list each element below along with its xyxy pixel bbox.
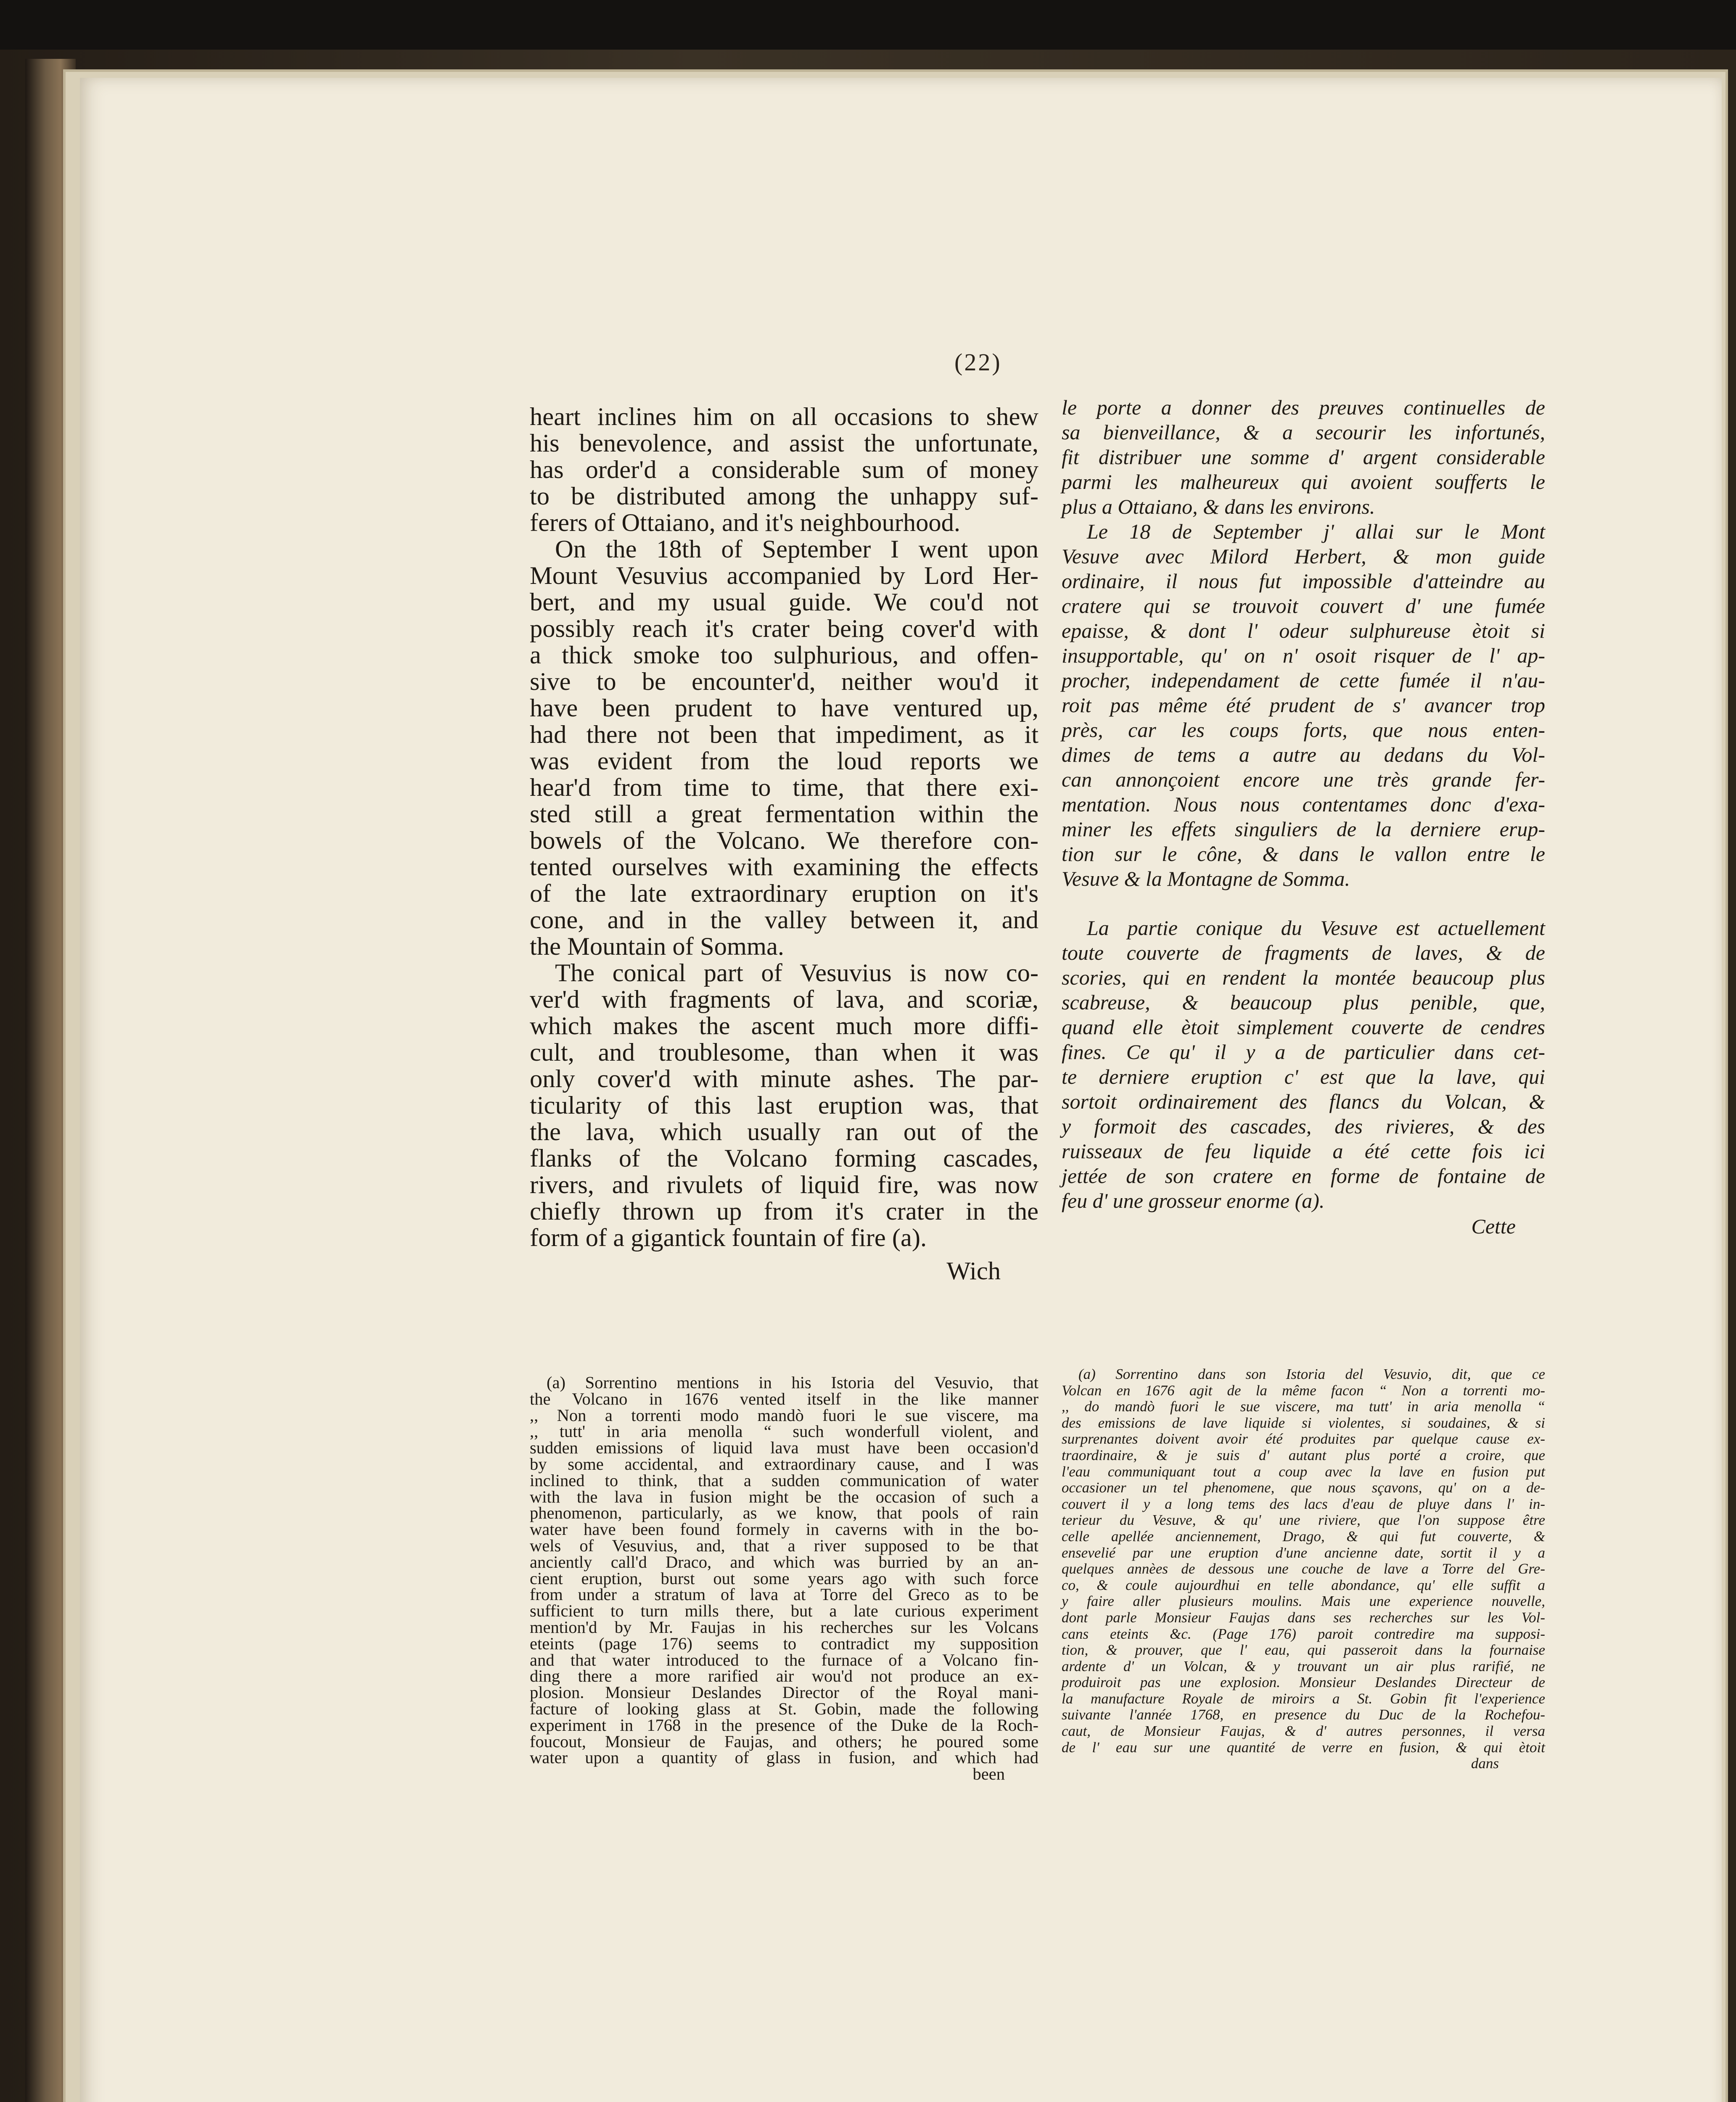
french-text-line: te derniere eruption c' est que la lave, qui [1062, 1065, 1545, 1088]
french-footnote-line: ensevelié par une eruption d'une ancienne date, sortit il y a [1062, 1544, 1545, 1561]
french-text-line: le porte a donner des preuves continuelles de [1062, 396, 1545, 419]
french-footnote-line: traordinaire, & je suis d' autant plus porté a croire, que [1062, 1447, 1545, 1463]
english-text-line: cone, and in the valley between it, and [530, 906, 1038, 934]
english-text-line: form of a gigantick fountain of fire (a). [530, 1224, 927, 1252]
french-footnote-line: de l' eau sur une quantité de verre en fusion, & qui ètoit [1062, 1739, 1545, 1756]
english-footnote-line: eteints (page 176) seems to contradict my supposition [530, 1634, 1038, 1653]
french-text-line: y formoit des cascades, des rivieres, & des [1062, 1114, 1545, 1138]
french-text-line: plus a Ottaiano, & dans les environs. [1062, 495, 1375, 518]
french-text-line: quand elle ètoit simplement couverte de cendres [1062, 1015, 1545, 1039]
english-footnote-line: the Volcano in 1676 vented itself in the like manner [530, 1389, 1038, 1408]
french-text-line: mentation. Nous nous contentames donc d'exa- [1062, 792, 1545, 816]
french-text-line: Vesuve avec Milord Herbert, & mon guide [1062, 544, 1545, 568]
french-text-line: fit distribuer une somme d' argent considerable [1062, 445, 1545, 469]
english-text-line: On the 18th of September I went upon [555, 535, 1038, 563]
english-footnote-line: cient eruption, burst out some years ago with such force [530, 1569, 1038, 1588]
french-footnote-line: la manufacture Royale de miroirs a St. Gobin fit l'experience [1062, 1690, 1545, 1707]
english-text-line: heart inclines him on all occasions to shew [530, 403, 1038, 431]
french-footnote-line: produiroit pas une explosion. Monsieur Deslandes Directeur de [1062, 1674, 1545, 1691]
french-text-line: près, car les coups forts, que nous enten- [1062, 718, 1545, 742]
english-text-line: rivers, and rivulets of liquid fire, was now [530, 1171, 1038, 1199]
english-footnote-line: inclined to think, that a sudden communication of water [530, 1471, 1038, 1490]
french-footnote-line: ardente d' un Volcan, & y trouvant un air plus rarifié, ne [1062, 1658, 1545, 1674]
english-footnote-line: foucout, Monsieur de Faujas, and others; he poured some [530, 1732, 1038, 1751]
english-text-line: sive to be encounter'd, neither wou'd it [530, 668, 1038, 696]
french-text-line: Le 18 de September j' allai sur le Mont [1087, 520, 1545, 543]
french-text-line: procher, independament de cette fumée il n'au- [1062, 668, 1545, 692]
english-footnote-line: plosion. Monsieur Deslandes Director of the Royal mani- [530, 1683, 1038, 1702]
english-text-line: the Mountain of Somma. [530, 932, 784, 961]
french-footnote-line: dont parle Monsieur Faujas dans ses recherches sur les Vol- [1062, 1609, 1545, 1626]
english-text-line: flanks of the Volcano forming cascades, [530, 1144, 1038, 1172]
french-text-line: miner les effets singuliers de la derniere erup- [1062, 817, 1545, 841]
english-text-line: the lava, which usually ran out of the [530, 1118, 1038, 1146]
english-footnote-line: water upon a quantity of glass in fusion, and which had [530, 1748, 1038, 1767]
english-footnote-line: (a) Sorrentino mentions in his Istoria del Vesuvio, that [547, 1373, 1038, 1392]
french-footnote-line: y faire aller plusieurs moulins. Mais une experience nouvelle, [1062, 1593, 1545, 1610]
english-footnote-line: experiment in 1768 in the presence of the Duke de la Roch- [530, 1715, 1038, 1735]
english-footnote-line: anciently call'd Draco, and which was burried by an an- [530, 1552, 1038, 1571]
french-footnote-line: l'eau communiquant tout a coup avec la lave en fusion put [1062, 1463, 1545, 1480]
french-catchword: Cette [1471, 1215, 1516, 1238]
english-text-line: cult, and troublesome, than when it was [530, 1038, 1038, 1067]
english-footnote-line: facture of looking glass at St. Gobin, made the following [530, 1699, 1038, 1718]
french-text-line: sa bienveillance, & a secourir les infortunés, [1062, 420, 1545, 444]
french-text-line: jettée de son cratere en forme de fontaine de [1062, 1164, 1545, 1188]
french-text-line: tion sur le cône, & dans le vallon entre le [1062, 842, 1545, 866]
english-text-line: chiefly thrown up from it's crater in the [530, 1197, 1038, 1225]
english-text-line: sted still a great fermentation within the [530, 800, 1038, 828]
english-footnote-line: phenomenon, particularly, as we know, that pools of rain [530, 1503, 1038, 1523]
french-text-line: can annonçoient encore une très grande fer- [1062, 768, 1545, 791]
page-number: (22) [954, 349, 1002, 376]
english-footnote-line: from under a stratum of lava at Torre del Greco as to be [530, 1585, 1038, 1604]
english-footnote-catchword: been [972, 1764, 1005, 1784]
french-text-line: sortoit ordinairement des flancs du Volcan, & [1062, 1090, 1545, 1113]
english-footnote-line: wels of Vesuvius, and, that a river supposed to be that [530, 1536, 1038, 1555]
french-footnote-line: quelques annèes de dessous une couche de lave a Torre del Gre- [1062, 1561, 1545, 1577]
english-text-line: a thick smoke too sulphurious, and offen- [530, 641, 1038, 669]
french-footnote-line: occasioner un tel phenomene, que nous sçavons, qu' on a de- [1062, 1479, 1545, 1496]
french-text-line: fines. Ce qu' il y a de particulier dans cet- [1062, 1040, 1545, 1064]
french-text-line: epaisse, & dont l' odeur sulphureuse ètoit si [1062, 619, 1545, 642]
french-text-line: La partie conique du Vesuve est actuellement [1087, 916, 1545, 940]
english-text-line: only cover'd with minute ashes. The par- [530, 1065, 1038, 1093]
french-footnote-line: des emissions de lave liquide si violentes, si soudaines, & si [1062, 1414, 1545, 1431]
english-footnote-line: sudden emissions of liquid lava must have been occasion'd [530, 1438, 1038, 1458]
english-text-line: had there not been that impediment, as it [530, 721, 1038, 749]
english-footnote-line: with the lava in fusion might be the occasion of such a [530, 1487, 1038, 1506]
english-column [530, 404, 1038, 1284]
english-text-line: of the late extraordinary eruption on it's [530, 879, 1038, 908]
french-footnote-catchword: dans [1471, 1755, 1499, 1772]
french-footnote-line: terieur du Vesuve, & qu' une riviere, que l'on suppose être [1062, 1512, 1545, 1529]
french-footnote-line: surprenantes doivent avoir été produites par quelque cause ex- [1062, 1431, 1545, 1447]
french-text-line: cratere qui se trouvoit couvert d' une fumée [1062, 594, 1545, 618]
french-footnote-line: suivante l'année 1768, en presence du Duc de la Rochefou- [1062, 1706, 1545, 1723]
french-text-line: feu d' une grosseur enorme (a). [1062, 1189, 1325, 1212]
english-text-line: hear'd from time to time, that there exi- [530, 774, 1038, 802]
english-text-line: The conical part of Vesuvius is now co- [555, 959, 1038, 987]
french-text-line: parmi les malheureux qui avoient soufferts le [1062, 470, 1545, 494]
english-text-line: have been prudent to have ventured up, [530, 694, 1038, 722]
english-footnote-line: mention'd by Mr. Faujas in his recherches sur les Volcans [530, 1617, 1038, 1637]
french-footnote-line: celle apellée anciennement, Drago, & qui fut couverte, & [1062, 1528, 1545, 1545]
french-footnote-line: tion, & prouver, que l' eau, qui passeroit dans la fournaise [1062, 1642, 1545, 1658]
english-text-line: his benevolence, and assist the unfortunate, [530, 429, 1038, 457]
english-text-line: bert, and my usual guide. We cou'd not [530, 588, 1038, 616]
english-footnote-line: by some accidental, and extraordinary cause, and I was [530, 1454, 1038, 1474]
paragraph-gap [1062, 891, 1545, 916]
english-footnote-line: ,, Non a torrenti modo mandò fuori le sue viscere, ma [530, 1405, 1038, 1425]
french-text-line: Vesuve & la Montagne de Somma. [1062, 867, 1350, 890]
french-footnote-line: co, & coule aujourdhui en telle abondance, qu' elle suffit a [1062, 1576, 1545, 1593]
english-footnote-line: ,, tutt' in aria menolla “ such wonderfull violent, and [530, 1422, 1038, 1441]
english-text-line: bowels of the Volcano. We therefore con- [530, 827, 1038, 855]
french-text-line: toute couverte de fragments de laves, & de [1062, 941, 1545, 964]
english-footnote-line: ding there a more rarified air wou'd not produce an ex- [530, 1666, 1038, 1686]
english-text-line: ferers of Ottaiano, and it's neighbourhood. [530, 509, 961, 537]
french-text-line: ruisseaux de feu liquide a été cette fois ici [1062, 1139, 1545, 1163]
french-footnote-line: Volcan en 1676 agit de la même facon “ Non a torrenti mo- [1062, 1382, 1545, 1399]
english-footnote-line: water have been found formely in caverns with in the bo- [530, 1520, 1038, 1539]
french-text-line: scories, qui en rendent la montée beaucoup plus [1062, 966, 1545, 989]
french-footnote-line: ,, do mandò fuori le sue viscere, ma tutt' in aria menolla “ [1062, 1398, 1545, 1415]
french-footnote-line: couvert il y a long tems des lacs d'eau de pluye dans l' in- [1062, 1495, 1545, 1512]
english-footnote-line: sufficient to turn mills there, but a late curious experiment [530, 1601, 1038, 1621]
english-footnote [530, 1375, 1038, 1782]
english-text-line: possibly reach it's crater being cover'd with [530, 615, 1038, 643]
english-text-line: which makes the ascent much more diffi- [530, 1012, 1038, 1040]
french-footnote-line: (a) Sorrentino dans son Istoria del Vesuvio, dit, que ce [1078, 1366, 1545, 1382]
french-text-line: dimes de tems a autre au dedans du Vol- [1062, 743, 1545, 766]
french-text-line: ordinaire, il nous fut impossible d'atteindre au [1062, 569, 1545, 593]
french-footnote-line: cans eteints &c. (Page 176) paroit contredire ma supposi- [1062, 1625, 1545, 1642]
english-text-line: ticularity of this last eruption was, that [530, 1091, 1038, 1120]
english-catchword: Wich [946, 1257, 1001, 1285]
english-text-line: to be distributed among the unhappy suf- [530, 482, 1038, 510]
english-text-line: ver'd with fragments of lava, and scoriæ, [530, 985, 1038, 1014]
french-footnote-line: caut, de Monsieur Faujas, & d' autres personnes, il versa [1062, 1723, 1545, 1740]
english-text-line: was evident from the loud reports we [530, 747, 1038, 775]
french-text-line: insupportable, qu' on n' osoit risquer de l' ap- [1062, 644, 1545, 667]
english-text-line: Mount Vesuvius accompanied by Lord Her- [530, 562, 1038, 590]
english-footnote-line: and that water introduced to the furnace of a Volcano fin- [530, 1650, 1038, 1669]
french-footnote [1062, 1366, 1545, 1772]
english-text-line: tented ourselves with examining the effects [530, 853, 1038, 881]
french-text-line: scabreuse, & beaucoup plus penible, que, [1062, 990, 1545, 1014]
french-text-line: roit pas même été prudent de s' avancer trop [1062, 693, 1545, 717]
english-text-line: has order'd a considerable sum of money [530, 456, 1038, 484]
french-column [1062, 395, 1545, 1239]
